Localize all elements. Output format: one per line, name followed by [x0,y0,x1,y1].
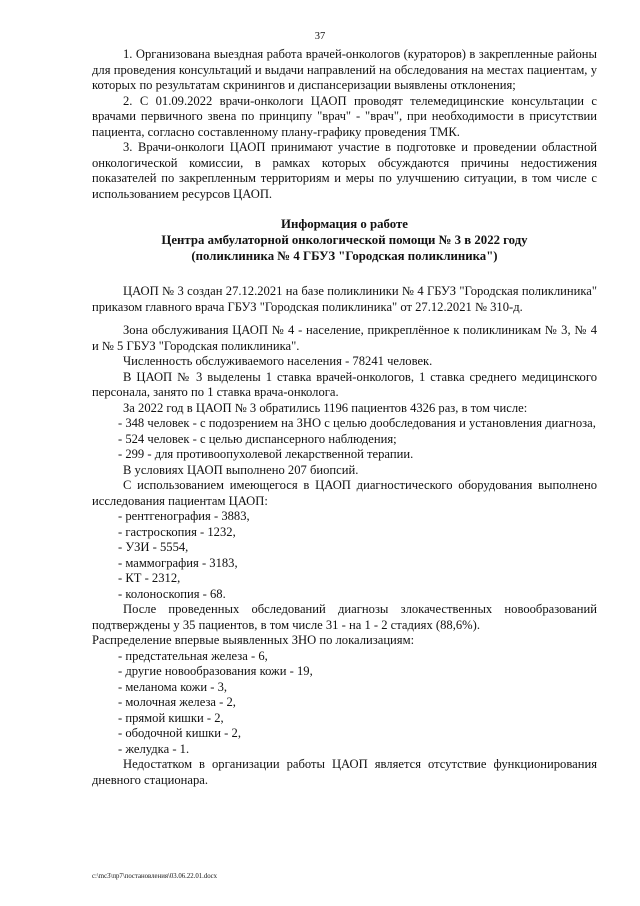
intro-item-3: 3. Врачи-онкологи ЦАОП принимают участие в подготовке и проведении областной онкологической комиссии, в рамках которых обсуждаются причины недостижения показателей по закрепленным территориям и меры по улучшению ситуации, в том числе с использованием ресурсов ЦАОП. [92,140,597,201]
section-heading-line-2: Центра амбулаторной онкологической помощи № 3 в 2022 году [161,233,528,247]
localization-item: - меланома кожи - 3, [118,679,228,694]
staff-paragraph: В ЦАОП № 3 выделены 1 ставка врачей-онкологов, 1 ставка среднего медицинского персонала, занято по 1 ставка врача-онколога. [92,369,597,399]
visits-item: - 348 человек - с подозрением на ЗНО с целью дообследования и установления диагноза, [118,416,596,430]
localization-item: - предстательная железа - 6, [118,648,268,663]
intro-item-1: 1. Организована выездная работа врачей-онкологов (кураторов) в закрепленные районы для проведения консультаций и выдачи направлений на обследования на местах пациентам, у которых по результатам скринингов и диспансеризации выявлены отклонения; [92,47,597,92]
visits-intro: За 2022 год в ЦАОП № 3 обратились 1196 пациентов 4326 раз, в том числе: [123,400,528,415]
localization-item: - ободочной кишки - 2, [118,726,241,740]
equipment-intro: С использованием имеющегося в ЦАОП диагностического оборудования выполнено исследования пациентам ЦАОП: [92,478,597,508]
localization-item: - прямой кишки - 2, [118,710,224,725]
localization-item: - желудка - 1. [118,741,190,756]
biopsies-paragraph: В условиях ЦАОП выполнено 207 биопсий. [123,462,359,477]
intro-item-2: 2. С 01.09.2022 врачи-онкологи ЦАОП проводят телемедицинские консультации с врачами первичного звена по принципу "врач" - "врач", при необходимости в присутствии пациента, согласно составленному плану-графику проведения ТМК. [92,93,597,139]
footer-file-path: c:\mc3\пр7\постановления\03.06.22.01.docx [92,873,218,880]
visits-item: - 524 человек - с целью диспансерного наблюдения; [118,431,397,446]
localization-item: - молочная железа - 2, [118,695,236,709]
document-body [92,47,597,788]
page-number: 37 [314,31,326,42]
population-paragraph: Численность обслуживаемого населения - 78241 человек. [123,354,433,368]
section-heading-line-3: (поликлиника № 4 ГБУЗ "Городская поликлиника") [191,249,498,263]
equipment-item: - УЗИ - 5554, [118,540,189,554]
equipment-item: - колоноскопия - 68. [118,586,226,601]
shortcoming-paragraph: Недостатком в организации работы ЦАОП является отсутствие функционирования дневного стационара. [92,757,597,787]
equipment-item: - КТ - 2312, [118,571,181,585]
localization-item: - другие новообразования кожи - 19, [118,664,313,678]
created-paragraph: ЦАОП № 3 создан 27.12.2021 на базе поликлиники № 4 ГБУЗ "Городская поликлиника" приказом главного врача ГБУЗ "Городская поликлиника" от 27.12.2021 № 310-д. [92,284,597,314]
equipment-item: - рентгенография - 3883, [118,509,250,523]
zone-paragraph: Зона обслуживания ЦАОП № 4 - население, прикреплённое к поликлиникам № 3, № 4 и № 5 ГБУЗ "Городская поликлиника". [92,323,597,353]
spacer [92,264,597,284]
section-heading-line-1: Информация о работе [281,217,408,231]
equipment-item: - маммография - 3183, [118,555,238,570]
localization-intro: Распределение впервые выявленных ЗНО по локализациям: [92,633,415,647]
diagnoses-paragraph: После проведенных обследований диагнозы злокачественных новообразований подтверждены у 35 пациентов, в том числе 31 - на 1 - 2 стадиях (88,6%). [92,602,597,632]
visits-item: - 299 - для противоопухолевой лекарственной терапии. [118,447,414,461]
equipment-item: - гастроскопия - 1232, [118,524,236,539]
